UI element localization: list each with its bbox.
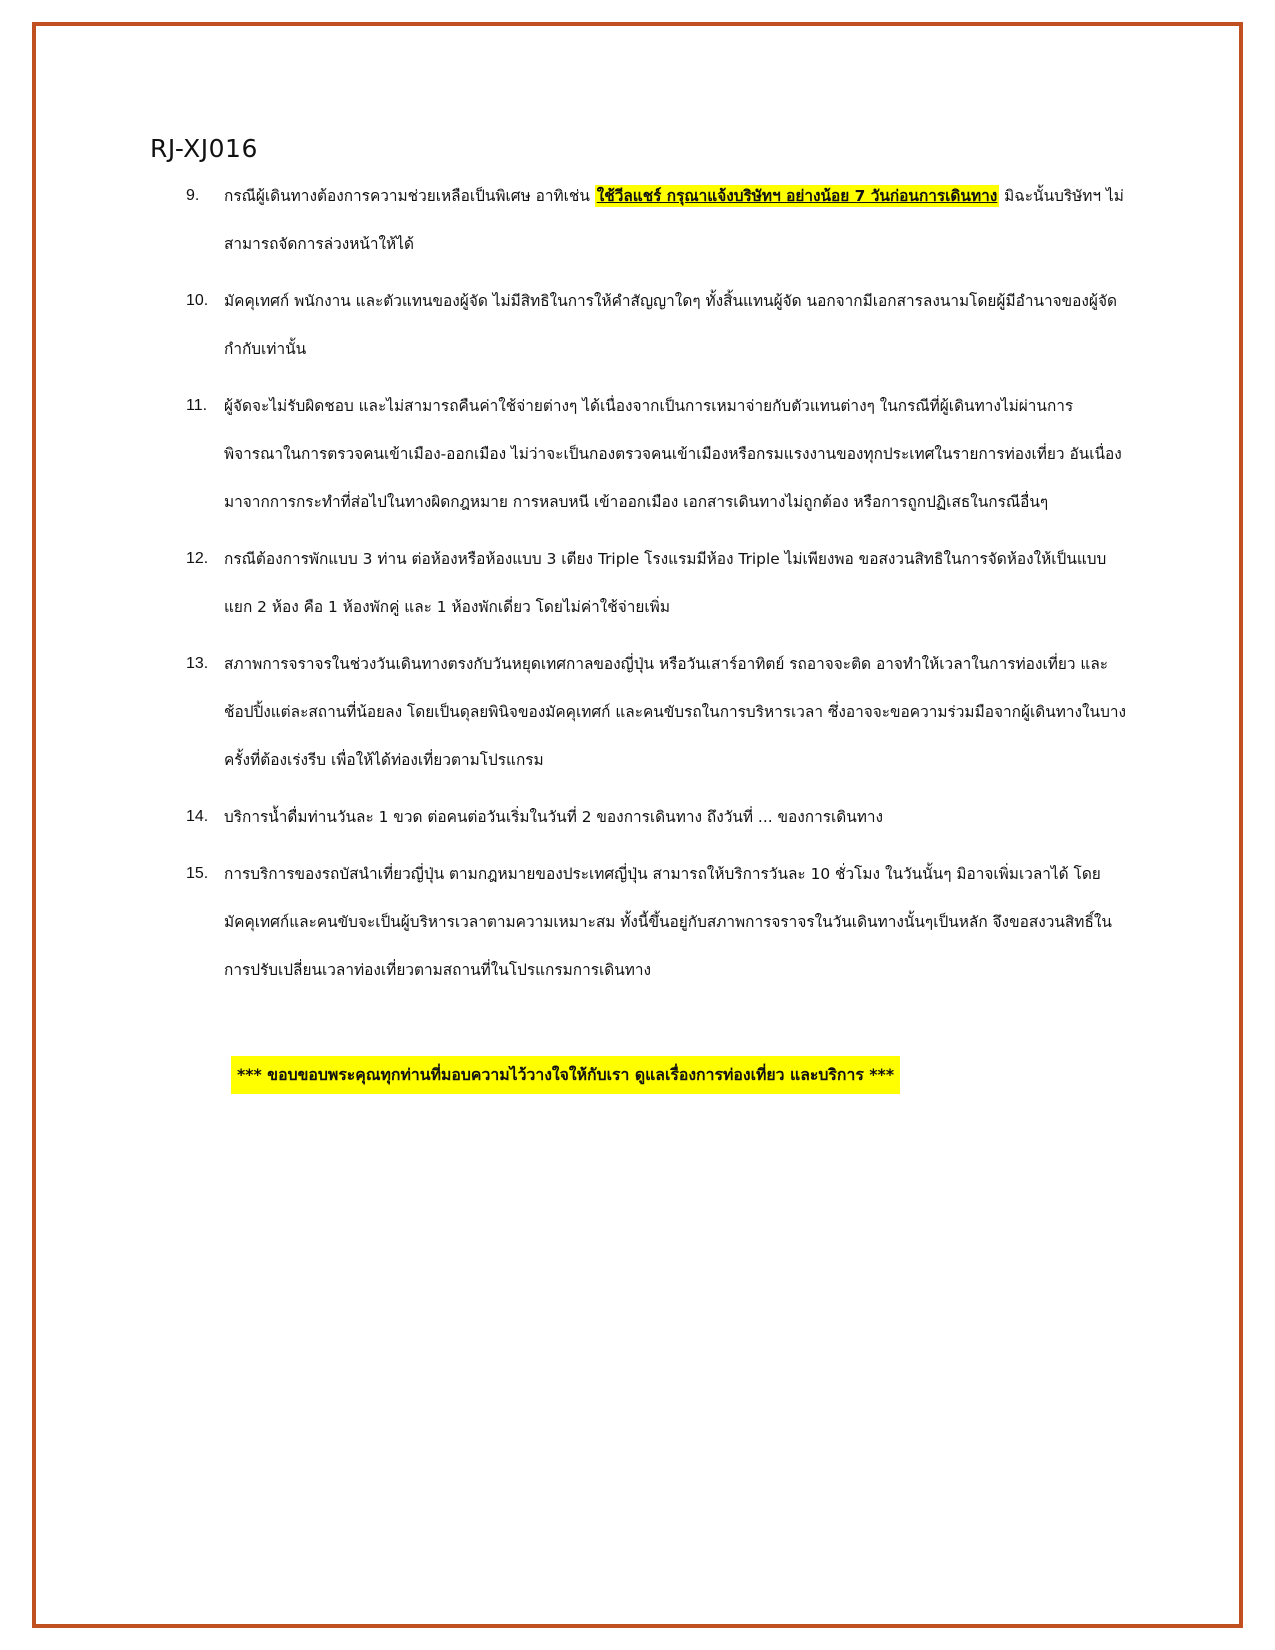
term-text: ผู้จัดจะไม่รับผิดชอบ และไม่สามารถคืนค่าใช้จ่ายต่างๆ ได้เนื่องจากเป็นการเหมาจ่ายกับตัวแทนต่างๆ ในกรณีที่ผู้เดินทางไม่ผ่านการพิจารณาในการตรวจคนเข้าเมือง-ออกเมือง ไม่ว่าจะเป็นกองตรวจคนเข้าเมืองหรือกรมแรงงานของทุกประเทศในรายการท่องเที่ยว อันเนื่องมาจากการกระทำที่ส่อไปในทางผิดกฎหมาย การหลบหนี เข้าออกเมือง เอกสารเดินทางไม่ถูกต้อง หรือการถูกปฏิเสธในกรณีอื่นๆ [224, 397, 1122, 511]
term-number: 9. [186, 187, 200, 204]
term-item-13 [186, 640, 1131, 784]
term-text: บริการน้ำดื่มท่านวันละ 1 ขวด ต่อคนต่อวันเริ่มในวันที่ 2 ของการเดินทาง ถึงวันที่ ... ของการเดินทาง [224, 808, 884, 826]
closing-thanks: *** ขอบขอบพระคุณทุกท่านที่มอบความไว้วางใจให้กับเรา ดูแลเรื่องการท่องเที่ยว และบริการ *** [231, 1056, 900, 1094]
document-code: RJ-XJ016 [150, 134, 258, 163]
term-number: 10. [186, 292, 209, 309]
term-highlight: ใช้วีลแชร์ กรุณาแจ้งบริษัทฯ อย่างน้อย 7 วันก่อนการเดินทาง [596, 187, 998, 205]
term-item-10 [186, 277, 1131, 373]
term-text-before: กรณีผู้เดินทางต้องการความช่วยเหลือเป็นพิเศษ อาทิเช่น [224, 187, 595, 205]
term-text-after: มิฉะนั้นบริษัทฯ ไม่สามารถจัดการล่วงหน้าให้ได้ [224, 187, 1124, 253]
term-text: สภาพการจราจรในช่วงวันเดินทางตรงกับวันหยุดเทศกาลของญี่ปุ่น หรือวันเสาร์อาทิตย์ รถอาจจะติด อาจทำให้เวลาในการท่องเที่ยว และช้อปปิ้งแต่ละสถานที่น้อยลง โดยเป็นดุลยพินิจของมัคคุเทศก์ และคนขับรถในการบริหารเวลา ซึ่งอาจจะขอความร่วมมือจากผู้เดินทางในบางครั้งที่ต้องเร่งรีบ เพื่อให้ได้ท่องเที่ยวตามโปรแกรม [224, 655, 1127, 769]
term-number: 12. [186, 550, 209, 567]
term-number: 13. [186, 655, 209, 672]
term-text: กรณีต้องการพักแบบ 3 ท่าน ต่อห้องหรือห้องแบบ 3 เตียง Triple โรงแรมมีห้อง Triple ไม่เพียงพอ ขอสงวนสิทธิในการจัดห้องให้เป็นแบบ แยก 2 ห้อง คือ 1 ห้องพักคู่ และ 1 ห้องพักเดี่ยว โดยไม่ค่าใช้จ่ายเพิ่ม [224, 550, 1107, 616]
term-text: การบริการของรถบัสนำเที่ยวญี่ปุ่น ตามกฎหมายของประเทศญี่ปุ่น สามารถให้บริการวันละ 10 ชั่วโมง ในวันนั้นๆ มิอาจเพิ่มเวลาได้ โดยมัคคุเทศก์และคนขับจะเป็นผู้บริหารเวลาตามความเหมาะสม ทั้งนี้ขึ้นอยู่กับสภาพการจราจรในวันเดินทางนั้นๆเป็นหลัก จึงขอสงวนสิทธิ์ในการปรับเปลี่ยนเวลาท่องเที่ยวตามสถานที่ในโปรแกรมการเดินทาง [224, 865, 1112, 979]
term-item-15 [186, 850, 1131, 994]
term-item-11 [186, 382, 1131, 526]
term-text [224, 172, 1131, 268]
term-item-9 [186, 172, 1131, 268]
term-item-14 [186, 793, 1131, 841]
term-text: มัคคุเทศก์ พนักงาน และตัวแทนของผู้จัด ไม่มีสิทธิในการให้คำสัญญาใดๆ ทั้งสิ้นแทนผู้จัด นอกจากมีเอกสารลงนามโดยผู้มีอำนาจของผู้จัดกำกับเท่านั้น [224, 292, 1117, 358]
term-number: 11. [186, 397, 208, 414]
term-item-12 [186, 535, 1131, 631]
terms-list [186, 172, 1131, 1003]
term-number: 15. [186, 865, 209, 882]
term-number: 14. [186, 808, 209, 825]
